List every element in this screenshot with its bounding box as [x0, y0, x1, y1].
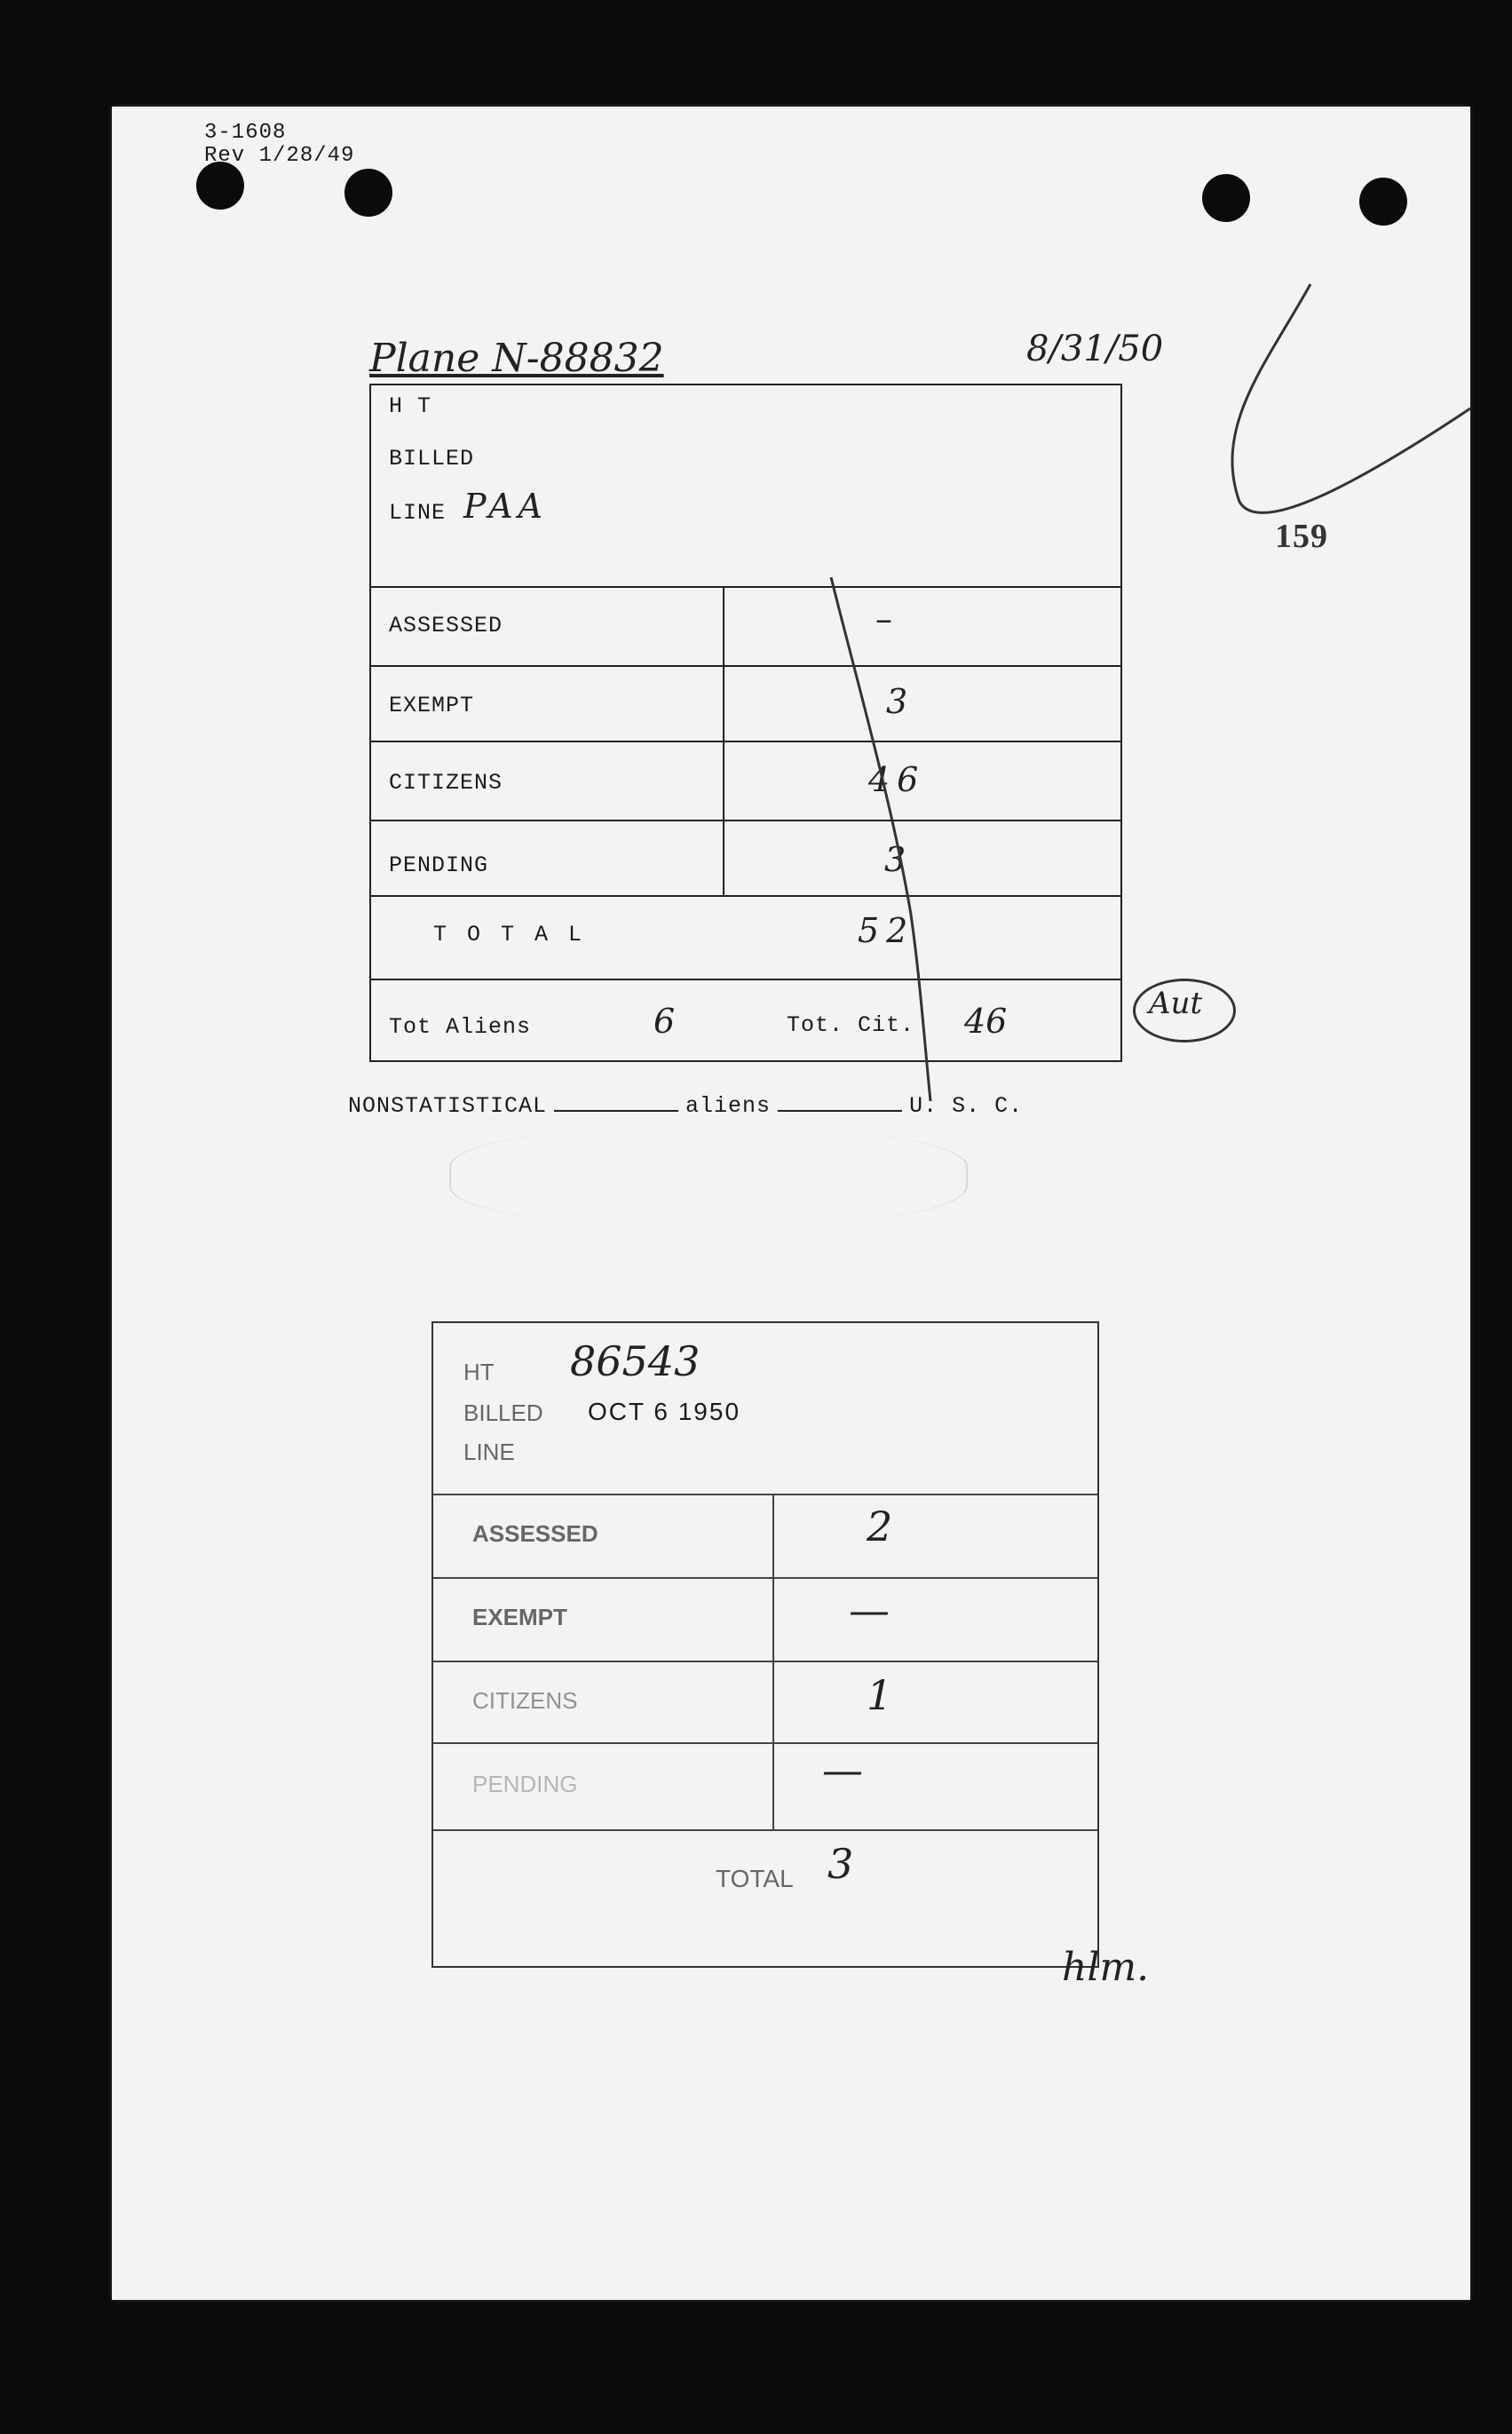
manifest-row-label: ASSESSED	[389, 613, 503, 638]
stamp-ht-value: 86543	[570, 1337, 701, 1385]
stamp-row-label: ASSESSED	[472, 1520, 598, 1547]
manifest-row-divider-3	[369, 820, 1120, 821]
punch-hole-1	[196, 162, 244, 210]
manifest-row-divider-1	[369, 665, 1120, 667]
nonstatistical-label: NONSTATISTICAL	[348, 1093, 548, 1119]
form-number: 3-1608	[204, 121, 287, 145]
initials: Aut	[1149, 986, 1203, 1021]
stamp-row-divider-1	[433, 1577, 1097, 1579]
plane-label: Plane N-88832	[369, 336, 664, 381]
stamp-row-label: EXEMPT	[472, 1604, 567, 1630]
stamp-total-value: 3	[827, 1840, 854, 1888]
manifest-total-value: 52	[858, 911, 915, 950]
tot-cit-value: 46	[964, 1002, 1008, 1041]
manifest-row-divider-5	[369, 979, 1120, 980]
manifest-row-divider-4	[369, 895, 1120, 897]
stamp-ht-label: HT	[463, 1359, 495, 1385]
aliens-blank	[778, 1092, 902, 1112]
manifest-line-value: PAA	[463, 487, 548, 526]
manifest-row-value: 3	[884, 840, 906, 879]
manifest-row-value: 46	[868, 760, 926, 799]
manifest-ht-label: H T	[389, 393, 432, 419]
manifest-date: 8/31/50	[1026, 329, 1164, 369]
manifest-row-value: –	[875, 599, 892, 638]
stamp-row-divider-3	[433, 1742, 1097, 1744]
manifest-row-label: PENDING	[389, 852, 489, 878]
stamp-row-divider-2	[433, 1661, 1097, 1662]
margin-stroke	[1115, 178, 1470, 551]
nonstatistical-line	[348, 1092, 1023, 1119]
stamp-row-value: —	[849, 1586, 886, 1634]
manifest-row-divider-2	[369, 741, 1120, 742]
erased-note	[449, 1128, 968, 1225]
stamp-row-value: 1	[867, 1671, 893, 1719]
manifest-row-value: 3	[886, 682, 908, 721]
usc-label: U. S. C.	[909, 1093, 1024, 1119]
manifest-divider-header	[369, 586, 1120, 588]
stamp-billed-label: BILLED	[463, 1399, 543, 1426]
document-page	[112, 107, 1470, 2300]
aliens-label: aliens	[685, 1093, 772, 1119]
stamp-line-label: LINE	[463, 1439, 515, 1465]
stamp-row-value: —	[822, 1746, 859, 1794]
tot-aliens-value: 6	[653, 1002, 676, 1041]
nonstatistical-blank	[554, 1092, 678, 1112]
stamp-row-label: CITIZENS	[472, 1687, 578, 1714]
stamp-signature: hlm.	[1062, 1945, 1150, 1990]
tot-cit-label: Tot. Cit.	[787, 1012, 915, 1038]
manifest-row-label: EXEMPT	[389, 693, 475, 718]
tot-aliens-label: Tot Aliens	[389, 1014, 532, 1040]
manifest-row-label: CITIZENS	[389, 770, 503, 796]
punch-hole-2	[344, 169, 392, 217]
stamp-total-label: TOTAL	[716, 1865, 794, 1892]
page-number: 159	[1275, 518, 1328, 555]
stamp-row-divider-4	[433, 1829, 1097, 1831]
stamp-divider-header	[433, 1494, 1097, 1495]
manifest-total-label: T O T A L	[433, 922, 586, 947]
stamp-row-label: PENDING	[472, 1771, 578, 1797]
manifest-billed-label: BILLED	[389, 446, 475, 472]
stamp-billed-date: OCT 6 1950	[588, 1398, 741, 1425]
stamp-row-value: 2	[867, 1502, 893, 1550]
manifest-box	[369, 384, 1122, 1062]
form-revision: Rev 1/28/49	[204, 144, 355, 168]
manifest-line-label: LINE	[389, 500, 447, 526]
